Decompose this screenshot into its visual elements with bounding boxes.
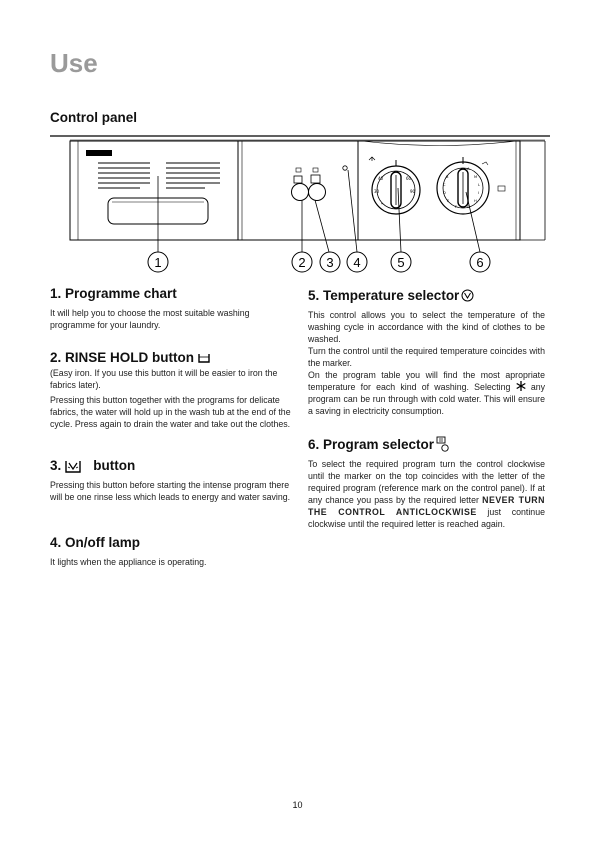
intense-wash-icon	[65, 459, 81, 473]
onoff-lamp	[343, 166, 347, 170]
svg-text:I: I	[478, 191, 480, 195]
callout-6: 6	[476, 255, 484, 270]
intense-button-section	[50, 458, 295, 506]
programme-chart-heading: 1. Programme chart	[50, 286, 177, 301]
programme-chart-text: It will help you to choose the most suitable washing programme for your laundry.	[50, 308, 250, 330]
temperature-text-3b: any program can be run through with cold water. This will ensure a saving in electricity consumption.	[308, 382, 546, 416]
callout-4: 4	[353, 255, 361, 270]
svg-text:40: 40	[378, 176, 384, 181]
onoff-lamp-section	[50, 535, 295, 571]
program-selector-section	[308, 436, 545, 533]
svg-text:*: *	[381, 202, 383, 207]
svg-text:D: D	[443, 191, 446, 195]
svg-text:90: 90	[410, 189, 416, 194]
callout-5: 5	[397, 255, 405, 270]
rinse-hold-button	[292, 184, 309, 201]
temperature-heading: 5. Temperature selector	[308, 288, 460, 303]
svg-text:E: E	[447, 199, 450, 203]
svg-text:A: A	[467, 167, 470, 171]
rinse-hold-heading: 2. RINSE HOLD button	[50, 350, 194, 365]
intense-number: 3.	[50, 458, 62, 473]
rinse-hold-text: Pressing this button together with the programs for delicate fabrics, the water will hold up in the wash tub at the end of the cycle. Press again to drain the water and take out the clothes.	[50, 395, 291, 429]
callout-3: 3	[326, 255, 334, 270]
svg-text:30: 30	[374, 189, 380, 194]
rinse-hold-section	[50, 350, 295, 433]
onoff-lamp-heading: 4. On/off lamp	[50, 535, 141, 550]
program-text-b: just continue clockwise until the required letter is reached again.	[308, 507, 545, 529]
callout-1: 1	[154, 255, 162, 270]
svg-text:60: 60	[406, 176, 412, 181]
svg-text:F: F	[455, 205, 458, 209]
page-title: Use	[50, 48, 98, 78]
svg-text:C: C	[443, 183, 446, 187]
rinse-hold-tub-icon	[198, 353, 210, 363]
temperature-text-1: This control allows you to select the temperature of the washing cycle in accordance with the kind of clothes to be washed.	[308, 310, 545, 344]
svg-text:L: L	[478, 183, 481, 187]
temperature-text-2: Turn the control until the required temperature coincides with the marker.	[308, 346, 545, 368]
intense-button	[309, 184, 326, 201]
program-icon	[436, 436, 450, 452]
programme-chart-section	[50, 286, 295, 334]
intense-text: Pressing this button before starting the intense program there will be one rinse less which leads to energy and water saving.	[50, 480, 291, 502]
page-number: 10	[292, 800, 303, 810]
program-text-a: To select the required program turn the control clockwise until the marker on the top coincides with the letter of the required program (reference mark on the control panel). If at any chance you pass by the required letter	[308, 459, 545, 505]
intense-heading: button	[93, 458, 136, 473]
svg-text:H: H	[474, 199, 477, 203]
svg-text:M: M	[474, 175, 478, 179]
temperature-text-3a: On the program table you will find the most apropriate temperature for each kind of washing. Selecting	[308, 370, 545, 392]
callout-2: 2	[298, 255, 306, 270]
svg-text:G: G	[467, 205, 470, 209]
temperature-selector-section	[308, 288, 545, 420]
rinse-hold-note: (Easy iron. If you use this button it will be easier to iron the fabrics later).	[50, 368, 278, 390]
brand-logo	[86, 150, 112, 156]
section-title: Control panel	[50, 110, 137, 125]
svg-text:B: B	[446, 175, 449, 179]
cold-wash-snowflake-icon	[516, 381, 526, 391]
program-heading: 6. Program selector	[308, 436, 435, 452]
callout-circles	[148, 252, 490, 272]
temperature-icon	[461, 289, 474, 302]
onoff-lamp-text: It lights when the appliance is operating.	[50, 557, 207, 567]
program-warning: NEVER TURN THE CONTROL ANTICLOCKWISE	[308, 495, 546, 517]
